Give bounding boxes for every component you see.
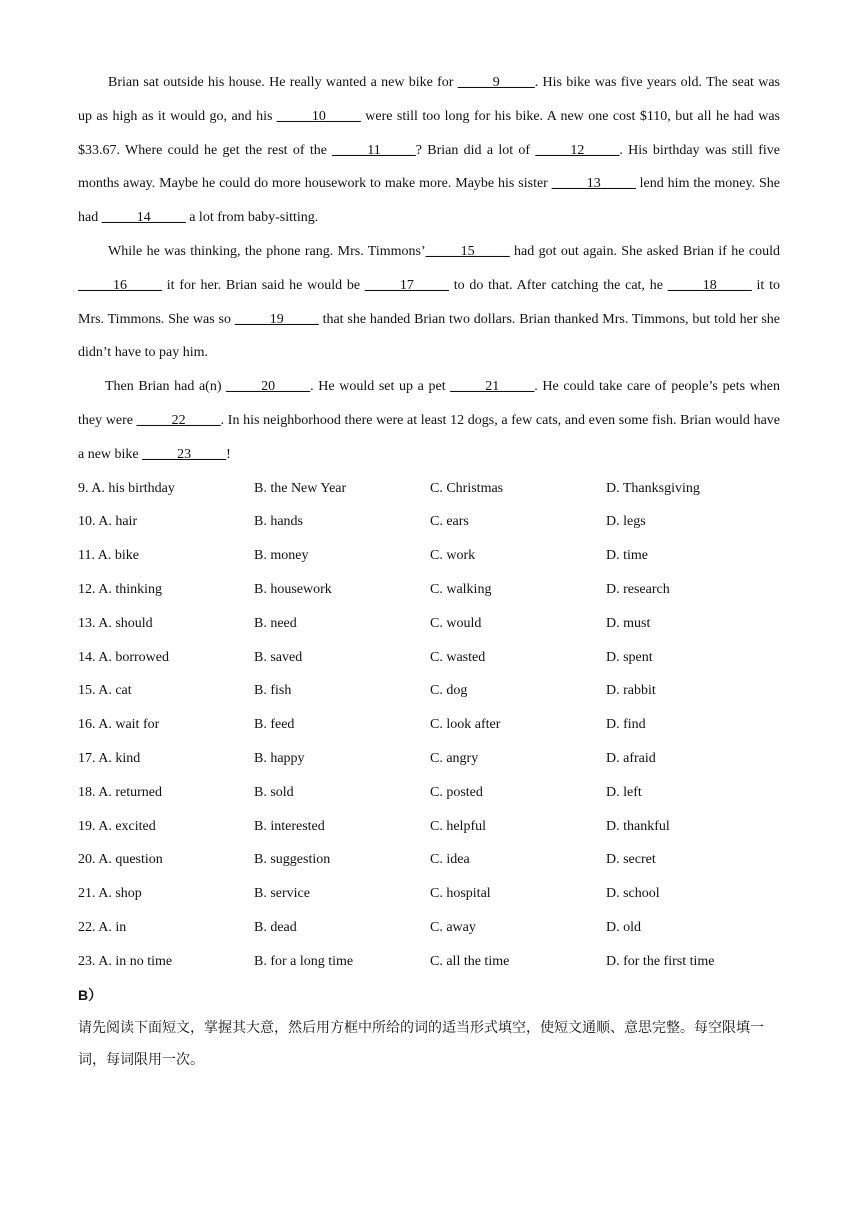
option-choice: 13. A. should xyxy=(78,615,153,631)
option-choice: D. Thanksgiving xyxy=(606,480,700,496)
option-choice: 20. A. question xyxy=(78,852,163,868)
passage-paragraph-1 xyxy=(78,66,780,235)
option-choice: 19. A. excited xyxy=(78,818,156,834)
answer-blank: _____20_____ xyxy=(226,379,311,395)
passage-text: . He could take care of people’s pets when they were xyxy=(78,379,780,428)
option-row xyxy=(78,539,780,573)
option-choice: B. happy xyxy=(254,750,305,766)
options-list xyxy=(78,472,780,979)
option-choice: B. dead xyxy=(254,919,297,935)
answer-blank: _____16_____ xyxy=(78,277,162,293)
option-choice: B. service xyxy=(254,886,310,902)
answer-blank: _____18_____ xyxy=(667,277,752,293)
option-row xyxy=(78,708,780,742)
option-row xyxy=(78,843,780,877)
option-choice: B. sold xyxy=(254,784,294,800)
passage-text: . He would set up a pet xyxy=(310,379,451,395)
answer-blank: _____19_____ xyxy=(234,311,319,327)
option-choice: 18. A. returned xyxy=(78,784,162,800)
option-row xyxy=(78,810,780,844)
option-choice: D. thankful xyxy=(606,818,670,834)
option-choice: C. angry xyxy=(430,750,479,766)
passage-paragraph-2 xyxy=(78,235,780,370)
section-b-heading: B） xyxy=(78,986,103,1003)
answer-blank: _____17_____ xyxy=(364,277,449,293)
option-choice: D. time xyxy=(606,548,648,564)
option-choice: B. money xyxy=(254,548,309,564)
option-choice: C. look after xyxy=(430,717,501,733)
option-choice: 15. A. cat xyxy=(78,683,132,699)
option-choice: 22. A. in xyxy=(78,919,127,935)
option-choice: 12. A. thinking xyxy=(78,581,163,597)
option-choice: B. suggestion xyxy=(254,852,331,868)
option-choice: 23. A. in no time xyxy=(78,953,173,969)
passage-text: to do that. After catching the cat, he xyxy=(448,277,668,293)
passage-text: that she handed Brian two dollars. Brian thanked Mrs. Timmons, but told her she didn’t have to pay him. xyxy=(78,311,781,361)
answer-blank: _____14_____ xyxy=(101,210,186,226)
option-row xyxy=(78,911,780,945)
option-choice: D. school xyxy=(606,886,660,902)
option-choice: C. Christmas xyxy=(430,480,504,496)
option-choice: C. dog xyxy=(430,683,468,699)
option-choice: D. must xyxy=(606,615,651,631)
option-choice: C. away xyxy=(430,919,476,935)
option-row xyxy=(78,742,780,776)
passage-text: . In his neighborhood there were at least 12 dogs, a few cats, and even some fish. Brian would have a new bike xyxy=(78,412,780,462)
passage-text: ? Brian did a lot of xyxy=(415,142,536,158)
option-choice: B. hands xyxy=(254,514,303,530)
option-choice: D. spent xyxy=(606,649,653,665)
option-choice: C. wasted xyxy=(430,649,486,665)
option-choice: B. the New Year xyxy=(254,480,347,496)
option-choice: D. afraid xyxy=(606,750,656,766)
option-row xyxy=(78,472,780,506)
passage-text: . His bike was five years old. The seat was up as high as it would go, and his xyxy=(78,75,780,124)
option-choice: B. interested xyxy=(254,818,325,834)
option-choice: 10. A. hair xyxy=(78,514,138,530)
option-choice: 16. A. wait for xyxy=(78,717,160,733)
option-choice: C. all the time xyxy=(430,953,510,969)
answer-blank: _____13_____ xyxy=(551,176,636,192)
option-choice: D. secret xyxy=(606,852,656,868)
option-choice: C. would xyxy=(430,615,482,631)
option-choice: 11. A. bike xyxy=(78,548,139,564)
option-row xyxy=(78,945,780,979)
answer-blank: _____22_____ xyxy=(136,412,221,428)
option-row xyxy=(78,641,780,675)
option-row xyxy=(78,877,780,911)
option-row xyxy=(78,505,780,539)
passage-text: Then Brian had a(n) xyxy=(105,379,227,395)
option-choice: 17. A. kind xyxy=(78,750,141,766)
option-choice: D. left xyxy=(606,784,642,800)
passage-text: . His birthday was still five months away. Maybe he could do more housework to make more. Maybe his sister xyxy=(78,142,780,192)
option-choice: C. posted xyxy=(430,784,483,800)
option-choice: C. work xyxy=(430,548,476,564)
option-choice: B. need xyxy=(254,615,297,631)
option-row xyxy=(78,607,780,641)
passage-paragraph-3 xyxy=(78,370,780,471)
option-choice: D. rabbit xyxy=(606,683,656,699)
answer-blank: _____21_____ xyxy=(450,379,535,395)
option-choice: C. ears xyxy=(430,514,469,530)
option-choice: B. feed xyxy=(254,717,295,733)
answer-blank: _____11_____ xyxy=(332,142,416,158)
option-choice: B. fish xyxy=(254,683,292,699)
option-choice: 21. A. shop xyxy=(78,886,142,902)
passage-text: Brian sat outside his house. He really wanted a new bike for xyxy=(108,75,458,90)
answer-blank: _____10_____ xyxy=(276,108,361,124)
answer-blank: _____12_____ xyxy=(535,142,620,158)
option-choice: C. hospital xyxy=(430,886,491,902)
passage-text: While he was thinking, the phone rang. Mrs. Timmons’ xyxy=(108,243,426,259)
option-choice: D. research xyxy=(606,581,670,597)
option-choice: 9. A. his birthday xyxy=(78,480,175,496)
option-choice: D. legs xyxy=(606,514,646,530)
option-choice: B. for a long time xyxy=(254,953,354,969)
option-row xyxy=(78,573,780,607)
section-b-instructions: 请先阅读下面短文，掌握其大意，然后用方框中所给的词的适当形式填空，使短文通顺、意思完整。每空限填一词，每词限用一次。 xyxy=(78,1019,764,1068)
option-choice: C. walking xyxy=(430,581,492,597)
option-choice: D. find xyxy=(606,717,646,733)
option-row xyxy=(78,776,780,810)
option-choice: B. saved xyxy=(254,649,303,665)
passage-text: it for her. Brian said he would be xyxy=(162,277,365,293)
option-choice: B. housework xyxy=(254,581,332,597)
option-row xyxy=(78,674,780,708)
answer-blank: _____15_____ xyxy=(425,243,510,259)
option-choice: C. helpful xyxy=(430,818,486,834)
answer-blank: _____9_____ xyxy=(457,75,535,90)
document-page xyxy=(78,66,780,1076)
passage-text: lend him the money. She had xyxy=(78,176,780,226)
option-choice: D. for the first time xyxy=(606,953,715,969)
passage-text: a lot from baby-sitting. xyxy=(185,210,319,226)
option-choice: D. old xyxy=(606,919,641,935)
option-choice: 14. A. borrowed xyxy=(78,649,169,665)
passage-text: ! xyxy=(226,446,231,462)
answer-blank: _____23_____ xyxy=(142,446,227,462)
option-choice: C. idea xyxy=(430,852,470,868)
passage-text: had got out again. She asked Brian if he could xyxy=(509,243,780,259)
passage-text: it to Mrs. Timmons. She was so xyxy=(78,277,780,327)
passage-text: were still too long for his bike. A new one cost $110, but all he had was $33.67. Where could he get the rest of the xyxy=(78,108,780,158)
